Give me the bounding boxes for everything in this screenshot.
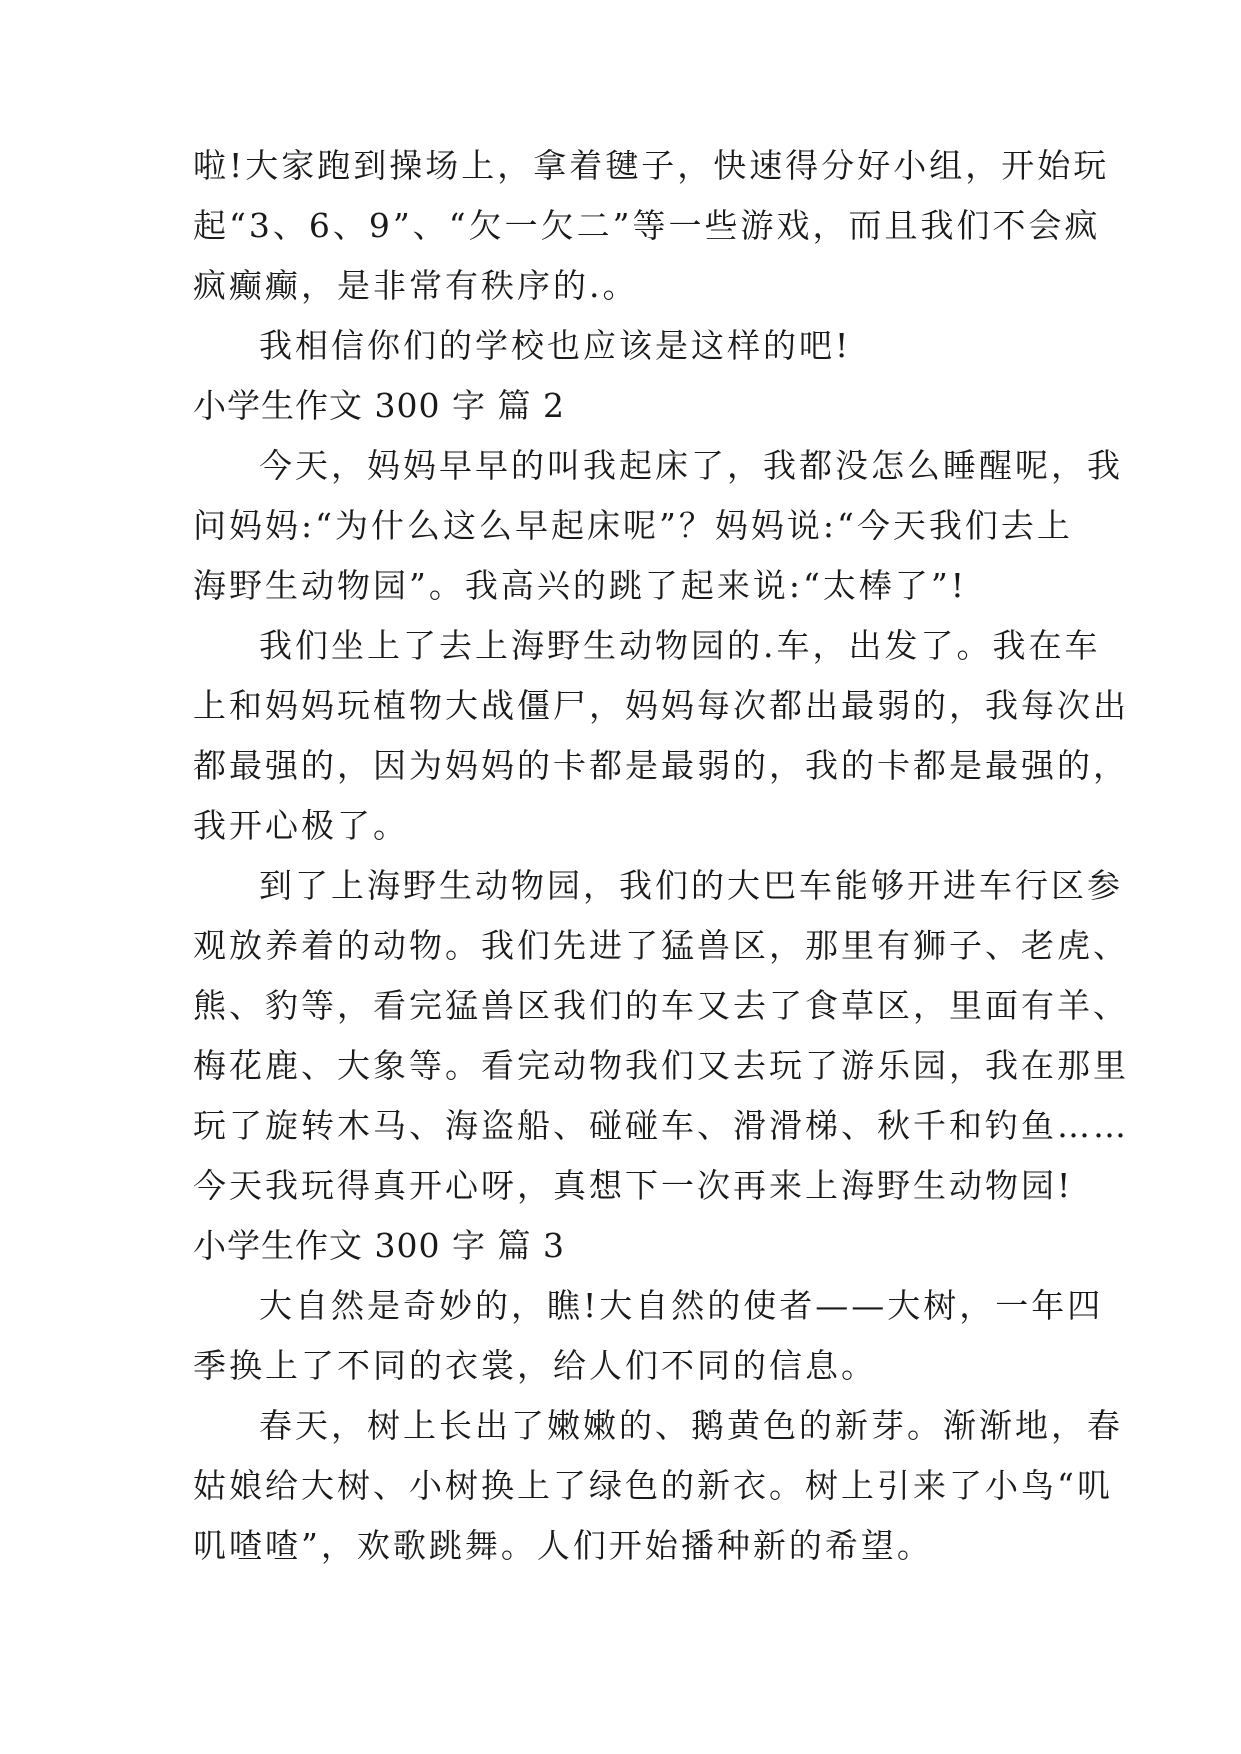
paragraph-first-line: 今天，妈妈早早的叫我起床了，我都没怎么睡醒呢，我 — [259, 446, 1123, 485]
section-heading: 小学生作文 300 字 篇 2 — [193, 386, 565, 425]
text-line: 疯癫癫，是非常有秩序的.。 — [193, 266, 639, 305]
paragraph-first-line: 到了上海野生动物园，我们的大巴车能够开进车行区参 — [259, 866, 1123, 905]
text-line: 今天我玩得真开心呀，真想下一次再来上海野生动物园! — [193, 1166, 1074, 1205]
text-line: 观放养着的动物。我们先进了猛兽区，那里有狮子、老虎、 — [193, 926, 1129, 965]
text-line: 海野生动物园”。我高兴的跳了起来说:“太棒了”! — [193, 566, 967, 605]
paragraph-first-line: 我相信你们的学校也应该是这样的吧! — [259, 326, 852, 365]
text-line: 起“3、6、9”、“欠一欠二”等一些游戏，而且我们不会疯 — [193, 206, 1101, 245]
text-line: 叽喳喳”，欢歌跳舞。人们开始播种新的希望。 — [193, 1526, 933, 1565]
paragraph-first-line: 春天，树上长出了嫩嫩的、鹅黄色的新芽。渐渐地，春 — [259, 1406, 1123, 1445]
text-line: 玩了旋转木马、海盗船、碰碰车、滑滑梯、秋千和钓鱼…… — [193, 1106, 1129, 1145]
paragraph-first-line: 我们坐上了去上海野生动物园的.车，出发了。我在车 — [259, 626, 1101, 665]
text-line: 啦!大家跑到操场上，拿着毽子，快速得分好小组，开始玩 — [193, 146, 1110, 185]
text-line: 都最强的，因为妈妈的卡都是最弱的，我的卡都是最强的， — [193, 746, 1129, 785]
text-line: 我开心极了。 — [193, 806, 409, 845]
text-line: 季换上了不同的衣裳，给人们不同的信息。 — [193, 1346, 877, 1385]
text-line: 姑娘给大树、小树换上了绿色的新衣。树上引来了小鸟“叽 — [193, 1466, 1113, 1505]
text-line: 梅花鹿、大象等。看完动物我们又去玩了游乐园，我在那里 — [193, 1046, 1129, 1085]
text-line: 上和妈妈玩植物大战僵尸，妈妈每次都出最弱的，我每次出 — [193, 686, 1129, 725]
paragraph-first-line: 大自然是奇妙的，瞧!大自然的使者——大树，一年四 — [259, 1286, 1104, 1325]
text-line: 熊、豹等，看完猛兽区我们的车又去了食草区，里面有羊、 — [193, 986, 1129, 1025]
text-line: 问妈妈:“为什么这么早起床呢”？妈妈说:“今天我们去上 — [193, 506, 1073, 545]
section-heading: 小学生作文 300 字 篇 3 — [193, 1226, 565, 1265]
